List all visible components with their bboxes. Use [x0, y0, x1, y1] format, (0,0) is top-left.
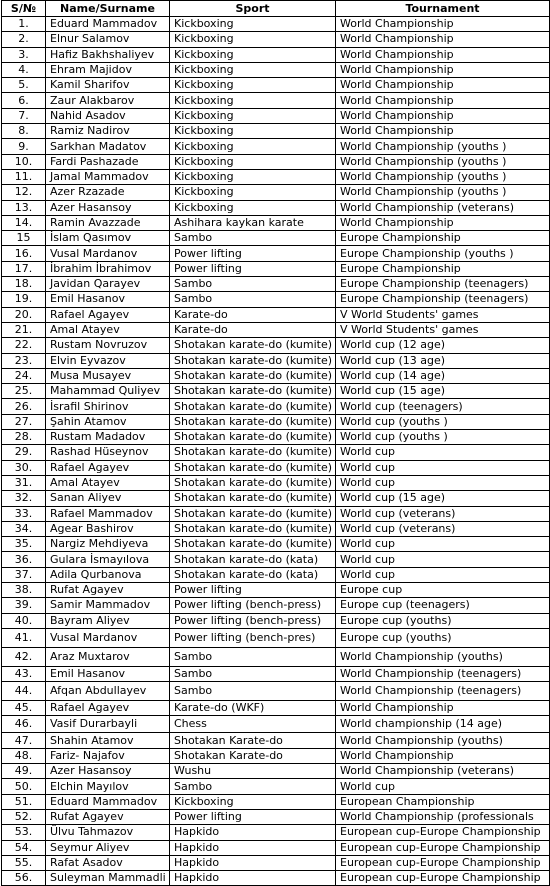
tournament-name: World Championship (youths) [336, 733, 550, 748]
athlete-name: İsrafil Shirinov [46, 399, 170, 414]
tournament-name: World Championship (teenagers) [336, 666, 550, 681]
tournament-name: World Championship [336, 17, 550, 32]
table-row [2, 460, 550, 475]
sport-name: Shotakan karate-do (kumite) [170, 491, 336, 506]
athlete-name: Hafiz Bakhshaliyev [46, 47, 170, 62]
athlete-name: Nahid Asadov [46, 108, 170, 123]
table-row [2, 353, 550, 368]
table-row [2, 338, 550, 353]
table-row [2, 506, 550, 521]
athlete-name: Gulara İsmayılova [46, 552, 170, 567]
tournament-name: European cup-Europe Championship [336, 855, 550, 870]
row-number: 4. [2, 62, 46, 77]
athlete-name: Musa Musayev [46, 368, 170, 383]
athlete-name: İbrahim İbrahimov [46, 261, 170, 276]
header-row [2, 1, 550, 17]
row-number: 29. [2, 445, 46, 460]
row-number: 10. [2, 154, 46, 169]
row-number: 35. [2, 537, 46, 552]
sport-name: Hapkido [170, 825, 336, 840]
row-number: 31. [2, 475, 46, 490]
sport-name: Hapkido [170, 840, 336, 855]
table-row [2, 261, 550, 276]
tournament-name: V World Students' games [336, 307, 550, 322]
table-row [2, 716, 550, 733]
tournament-name: European cup-Europe Championship [336, 871, 550, 886]
row-number: 55. [2, 855, 46, 870]
table-row [2, 414, 550, 429]
tournament-name: World Championship [336, 748, 550, 763]
row-number: 45. [2, 701, 46, 716]
athlete-name: Samir Mammadov [46, 598, 170, 613]
row-number: 43. [2, 666, 46, 681]
table-row [2, 430, 550, 445]
row-number: 46. [2, 716, 46, 733]
row-number: 34. [2, 521, 46, 536]
athlete-name: Rafael Mammadov [46, 506, 170, 521]
tournament-name: World Championship (veterans) [336, 200, 550, 215]
table-row [2, 47, 550, 62]
tournament-name: World cup [336, 460, 550, 475]
athlete-name: Azer Hasansoy [46, 200, 170, 215]
sport-name: Shotakan karate-do (kumite) [170, 445, 336, 460]
table-row [2, 598, 550, 613]
athlete-name: Eduard Mammadov [46, 17, 170, 32]
tournament-name: Europe Championship (youths ) [336, 246, 550, 261]
row-number: 3. [2, 47, 46, 62]
row-number: 42. [2, 647, 46, 666]
row-number: 50. [2, 779, 46, 794]
athlete-name: Rustam Madadov [46, 430, 170, 445]
sport-name: Shotakan karate-do (kumite) [170, 430, 336, 445]
row-number: 17. [2, 261, 46, 276]
athlete-name: Bayram Aliyev [46, 613, 170, 628]
sport-name: Hapkido [170, 855, 336, 870]
row-number: 47. [2, 733, 46, 748]
table-row [2, 537, 550, 552]
sport-name: Shotakan Karate-do [170, 733, 336, 748]
row-number: 56. [2, 871, 46, 886]
sport-name: Kickboxing [170, 200, 336, 215]
row-number: 7. [2, 108, 46, 123]
tournament-name: World championship (14 age) [336, 716, 550, 733]
row-number: 38. [2, 582, 46, 597]
athlete-name: Nargiz Mehdiyeva [46, 537, 170, 552]
table-row [2, 666, 550, 681]
sport-name: Power lifting [170, 809, 336, 824]
tournament-name: Europe cup (youths) [336, 628, 550, 647]
tournament-name: World cup (youths ) [336, 430, 550, 445]
tournament-name: World cup [336, 475, 550, 490]
athlete-name: Rustam Novruzov [46, 338, 170, 353]
header-sn: S/№ [2, 1, 46, 17]
sport-name: Shotakan karate-do (kumite) [170, 521, 336, 536]
sport-name: Shotakan karate-do (kata) [170, 552, 336, 567]
row-number: 13. [2, 200, 46, 215]
tournament-name: World Championship (veterans) [336, 764, 550, 779]
sport-name: Sambo [170, 666, 336, 681]
tournament-name: World Championship [336, 47, 550, 62]
athlete-name: Ramiz Nadirov [46, 124, 170, 139]
table-row [2, 733, 550, 748]
table-body [2, 17, 550, 886]
sport-name: Sambo [170, 779, 336, 794]
row-number: 11. [2, 169, 46, 184]
tournament-name: World Championship [336, 215, 550, 230]
table-row [2, 475, 550, 490]
row-number: 14. [2, 215, 46, 230]
table-row [2, 154, 550, 169]
table-row [2, 701, 550, 716]
sport-name: Power lifting (bench-press) [170, 598, 336, 613]
table-row [2, 613, 550, 628]
sport-name: Sambo [170, 682, 336, 701]
table-row [2, 215, 550, 230]
tournament-name: World Championship [336, 701, 550, 716]
athlete-name: Elnur Salamov [46, 32, 170, 47]
athlete-name: Adila Qurbanova [46, 567, 170, 582]
row-number: 33. [2, 506, 46, 521]
row-number: 40. [2, 613, 46, 628]
athlete-name: Afqan Abdullayev [46, 682, 170, 701]
tournament-name: Europe Championship (teenagers) [336, 292, 550, 307]
athlete-name: Rafael Agayev [46, 460, 170, 475]
row-number: 2. [2, 32, 46, 47]
tournament-name: World cup [336, 445, 550, 460]
sport-name: Power lifting [170, 261, 336, 276]
row-number: 28. [2, 430, 46, 445]
row-number: 27. [2, 414, 46, 429]
sport-name: Sambo [170, 292, 336, 307]
row-number: 41. [2, 628, 46, 647]
row-number: 54. [2, 840, 46, 855]
athletes-table [1, 0, 550, 886]
sport-name: Shotakan karate-do (kumite) [170, 338, 336, 353]
sport-name: Shotakan karate-do (kumite) [170, 353, 336, 368]
tournament-name: World Championship [336, 78, 550, 93]
sport-name: Kickboxing [170, 93, 336, 108]
athlete-name: Agear Bashirov [46, 521, 170, 536]
tournament-name: World Championship (youths ) [336, 154, 550, 169]
athlete-name: Emil Hasanov [46, 666, 170, 681]
table-row [2, 825, 550, 840]
table-row [2, 169, 550, 184]
sport-name: Shotakan karate-do (kumite) [170, 506, 336, 521]
row-number: 20. [2, 307, 46, 322]
athlete-name: Azer Rzazade [46, 185, 170, 200]
tournament-name: Europe Championship [336, 231, 550, 246]
table-row [2, 108, 550, 123]
table-row [2, 491, 550, 506]
sport-name: Ashihara kaykan karate [170, 215, 336, 230]
sport-name: Shotakan karate-do (kumite) [170, 475, 336, 490]
tournament-name: World Championship (youths ) [336, 185, 550, 200]
athlete-name: Suleyman Mammadli [46, 871, 170, 886]
sport-name: Shotakan Karate-do [170, 748, 336, 763]
tournament-name: V World Students' games [336, 322, 550, 337]
table-row [2, 139, 550, 154]
row-number: 36. [2, 552, 46, 567]
athlete-name: Emil Hasanov [46, 292, 170, 307]
athlete-name: Kamil Sharifov [46, 78, 170, 93]
table-row [2, 246, 550, 261]
sport-name: Kickboxing [170, 17, 336, 32]
row-number: 30. [2, 460, 46, 475]
row-number: 22. [2, 338, 46, 353]
sport-name: Power lifting (bench-pres) [170, 628, 336, 647]
table-row [2, 231, 550, 246]
row-number: 19. [2, 292, 46, 307]
table-row [2, 809, 550, 824]
sport-name: Kickboxing [170, 794, 336, 809]
row-number: 21. [2, 322, 46, 337]
athlete-name: Ramin Avazzade [46, 215, 170, 230]
sport-name: Kickboxing [170, 62, 336, 77]
athlete-name: Rafael Agayev [46, 701, 170, 716]
header-name: Name/Surname [46, 1, 170, 17]
table-row [2, 384, 550, 399]
table-row [2, 368, 550, 383]
table-row [2, 764, 550, 779]
athlete-name: Vusal Mardanov [46, 246, 170, 261]
sport-name: Sambo [170, 647, 336, 666]
athlete-name: Mahammad Quliyev [46, 384, 170, 399]
tournament-name: World Championship [336, 93, 550, 108]
tournament-name: World cup [336, 552, 550, 567]
tournament-name: European cup-Europe Championship [336, 825, 550, 840]
tournament-name: World cup (teenagers) [336, 399, 550, 414]
tournament-name: World Championship [336, 108, 550, 123]
table-row [2, 277, 550, 292]
tournament-name: Europe cup [336, 582, 550, 597]
sport-name: Shotakan karate-do (kumite) [170, 537, 336, 552]
athlete-name: Rufat Agayev [46, 809, 170, 824]
tournament-name: Europe cup (teenagers) [336, 598, 550, 613]
table-row [2, 647, 550, 666]
athlete-name: Elchin Mayılov [46, 779, 170, 794]
athlete-name: Ülvu Tahmazov [46, 825, 170, 840]
sport-name: Shotakan karate-do (kumite) [170, 384, 336, 399]
tournament-name: World cup [336, 537, 550, 552]
sport-name: Kickboxing [170, 154, 336, 169]
athlete-name: İslam Qasımov [46, 231, 170, 246]
sport-name: Kickboxing [170, 47, 336, 62]
tournament-name: World cup (13 age) [336, 353, 550, 368]
athlete-name: Araz Muxtarov [46, 647, 170, 666]
table-row [2, 78, 550, 93]
row-number: 26. [2, 399, 46, 414]
table-row [2, 62, 550, 77]
athlete-name: Eduard Mammadov [46, 794, 170, 809]
header-sport: Sport [170, 1, 336, 17]
tournament-name: World cup (youths ) [336, 414, 550, 429]
row-number: 23. [2, 353, 46, 368]
sport-name: Karate-do [170, 307, 336, 322]
athlete-name: Amal Atayev [46, 475, 170, 490]
tournament-name: World Championship (youths ) [336, 139, 550, 154]
row-number: 12. [2, 185, 46, 200]
tournament-name: World Championship (youths) [336, 647, 550, 666]
table-row [2, 582, 550, 597]
row-number: 24. [2, 368, 46, 383]
tournament-name: World cup (15 age) [336, 491, 550, 506]
table-row [2, 779, 550, 794]
tournament-name: World Championship [336, 32, 550, 47]
row-number: 8. [2, 124, 46, 139]
tournament-name: World Championship [336, 62, 550, 77]
athlete-name: Javidan Qarayev [46, 277, 170, 292]
row-number: 5. [2, 78, 46, 93]
table-row [2, 32, 550, 47]
row-number: 44. [2, 682, 46, 701]
row-number: 37. [2, 567, 46, 582]
athlete-name: Sarkhan Madatov [46, 139, 170, 154]
table-row [2, 552, 550, 567]
athlete-name: Rafat Asadov [46, 855, 170, 870]
row-number: 18. [2, 277, 46, 292]
sport-name: Karate-do (WKF) [170, 701, 336, 716]
athlete-name: Rufat Agayev [46, 582, 170, 597]
table-row [2, 445, 550, 460]
table-row [2, 871, 550, 886]
row-number: 53. [2, 825, 46, 840]
tournament-name: European cup-Europe Championship [336, 840, 550, 855]
tournament-name: World cup (14 age) [336, 368, 550, 383]
sport-name: Shotakan karate-do (kumite) [170, 414, 336, 429]
tournament-name: Europe Championship [336, 261, 550, 276]
table-row [2, 855, 550, 870]
athlete-name: Şahin Atamov [46, 414, 170, 429]
tournament-name: World cup (veterans) [336, 521, 550, 536]
sport-name: Shotakan karate-do (kumite) [170, 399, 336, 414]
athlete-name: Zaur Alakbarov [46, 93, 170, 108]
table-row [2, 794, 550, 809]
table-row [2, 185, 550, 200]
tournament-name: World Championship (youths ) [336, 169, 550, 184]
table-row [2, 399, 550, 414]
tournament-name: World Championship (professionals [336, 809, 550, 824]
row-number: 52. [2, 809, 46, 824]
sport-name: Kickboxing [170, 32, 336, 47]
table-row [2, 17, 550, 32]
table-row [2, 567, 550, 582]
athlete-name: Shahin Atamov [46, 733, 170, 748]
table-row [2, 748, 550, 763]
row-number: 1. [2, 17, 46, 32]
tournament-name: World Championship (teenagers) [336, 682, 550, 701]
sport-name: Hapkido [170, 871, 336, 886]
table-row [2, 292, 550, 307]
athlete-name: Vusal Mardanov [46, 628, 170, 647]
row-number: 32. [2, 491, 46, 506]
sport-name: Shotakan karate-do (kumite) [170, 368, 336, 383]
table-row [2, 682, 550, 701]
tournament-name: World cup [336, 779, 550, 794]
table-row [2, 840, 550, 855]
athlete-name: Amal Atayev [46, 322, 170, 337]
row-number: 6. [2, 93, 46, 108]
sport-name: Kickboxing [170, 108, 336, 123]
athlete-name: Sanan Aliyev [46, 491, 170, 506]
tournament-name: World cup (12 age) [336, 338, 550, 353]
tournament-name: Europe Championship (teenagers) [336, 277, 550, 292]
sport-name: Kickboxing [170, 169, 336, 184]
sport-name: Kickboxing [170, 78, 336, 93]
row-number: 48. [2, 748, 46, 763]
sport-name: Kickboxing [170, 185, 336, 200]
table-row [2, 124, 550, 139]
sport-name: Power lifting [170, 246, 336, 261]
athlete-name: Ehram Majidov [46, 62, 170, 77]
sport-name: Shotakan karate-do (kumite) [170, 460, 336, 475]
table-row [2, 322, 550, 337]
row-number: 51. [2, 794, 46, 809]
tournament-name: World Championship [336, 124, 550, 139]
athlete-name: Elvin Eyvazov [46, 353, 170, 368]
row-number: 25. [2, 384, 46, 399]
tournament-name: European Championship [336, 794, 550, 809]
tournament-name: Europe cup (youths) [336, 613, 550, 628]
sport-name: Karate-do [170, 322, 336, 337]
athlete-name: Fariz- Najafov [46, 748, 170, 763]
sport-name: Wushu [170, 764, 336, 779]
athlete-name: Vasif Durarbayli [46, 716, 170, 733]
sport-name: Shotakan karate-do (kata) [170, 567, 336, 582]
athlete-name: Fardi Pashazade [46, 154, 170, 169]
row-number: 39. [2, 598, 46, 613]
tournament-name: World cup (15 age) [336, 384, 550, 399]
row-number: 49. [2, 764, 46, 779]
sport-name: Power lifting [170, 582, 336, 597]
sport-name: Kickboxing [170, 139, 336, 154]
tournament-name: World cup (veterans) [336, 506, 550, 521]
sport-name: Power lifting (bench-press) [170, 613, 336, 628]
header-tournament: Tournament [336, 1, 550, 17]
table-row [2, 521, 550, 536]
table-row [2, 93, 550, 108]
athlete-name: Azer Hasansoy [46, 764, 170, 779]
row-number: 9. [2, 139, 46, 154]
row-number: 15 [2, 231, 46, 246]
sport-name: Kickboxing [170, 124, 336, 139]
tournament-name: World cup [336, 567, 550, 582]
sport-name: Sambo [170, 277, 336, 292]
athlete-name: Seymur Aliyev [46, 840, 170, 855]
table-row [2, 200, 550, 215]
athlete-name: Rashad Hüseynov [46, 445, 170, 460]
table-row [2, 307, 550, 322]
sport-name: Sambo [170, 231, 336, 246]
table-row [2, 628, 550, 647]
athlete-name: Rafael Agayev [46, 307, 170, 322]
athlete-name: Jamal Mammadov [46, 169, 170, 184]
sport-name: Chess [170, 716, 336, 733]
row-number: 16. [2, 246, 46, 261]
